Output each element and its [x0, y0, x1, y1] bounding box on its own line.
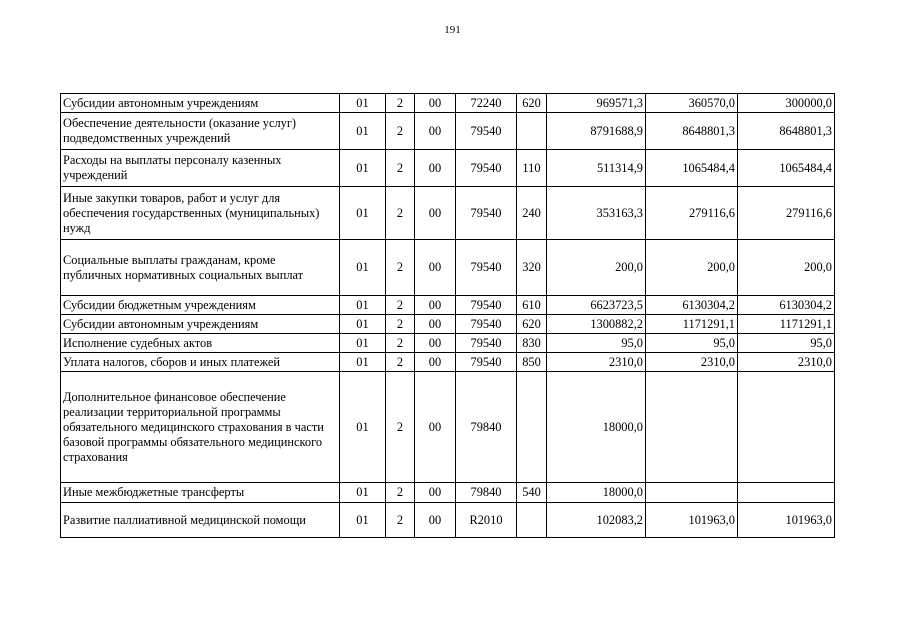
row-value-cell: 101963,0: [646, 503, 738, 538]
row-value-cell: 200,0: [547, 240, 646, 296]
row-name-cell: Исполнение судебных актов: [61, 334, 340, 353]
row-name-cell: Дополнительное финансовое обеспечение реализации территориальной программы обязательного медицинского страхования в части базовой программы обязательного медицинского страхования: [61, 372, 340, 483]
row-code-cell: [517, 503, 547, 538]
table-row: [61, 113, 835, 150]
row-code-cell: 2: [386, 483, 415, 503]
row-code-cell: 01: [340, 113, 386, 150]
row-code-cell: 79840: [456, 372, 517, 483]
table-row: [61, 94, 835, 113]
row-code-cell: 79540: [456, 240, 517, 296]
row-value-cell: 1065484,4: [646, 150, 738, 187]
row-code-cell: 01: [340, 150, 386, 187]
row-code-cell: 620: [517, 94, 547, 113]
row-name-cell: Расходы на выплаты персоналу казенных учреждений: [61, 150, 340, 187]
table-row: [61, 315, 835, 334]
row-value-cell: 6130304,2: [738, 296, 835, 315]
row-name-cell: Субсидии бюджетным учреждениям: [61, 296, 340, 315]
row-code-cell: 79540: [456, 334, 517, 353]
row-value-cell: 1300882,2: [547, 315, 646, 334]
row-value-cell: 511314,9: [547, 150, 646, 187]
row-code-cell: 00: [415, 94, 456, 113]
row-code-cell: 2: [386, 240, 415, 296]
row-code-cell: 00: [415, 483, 456, 503]
row-value-cell: 200,0: [646, 240, 738, 296]
page-number: 191: [444, 24, 461, 36]
row-code-cell: 01: [340, 503, 386, 538]
row-code-cell: 620: [517, 315, 547, 334]
row-code-cell: 01: [340, 296, 386, 315]
row-code-cell: 79840: [456, 483, 517, 503]
table-row: [61, 353, 835, 372]
row-name-cell: Развитие паллиативной медицинской помощи: [61, 503, 340, 538]
row-code-cell: 830: [517, 334, 547, 353]
row-code-cell: 00: [415, 240, 456, 296]
row-value-cell: 101963,0: [738, 503, 835, 538]
row-code-cell: 00: [415, 296, 456, 315]
table-row: [61, 503, 835, 538]
row-value-cell: 95,0: [646, 334, 738, 353]
row-code-cell: 79540: [456, 353, 517, 372]
row-code-cell: 79540: [456, 315, 517, 334]
row-value-cell: [738, 483, 835, 503]
row-value-cell: 6623723,5: [547, 296, 646, 315]
row-code-cell: 850: [517, 353, 547, 372]
table-row: [61, 483, 835, 503]
row-code-cell: R2010: [456, 503, 517, 538]
row-code-cell: 00: [415, 372, 456, 483]
row-name-cell: Субсидии автономным учреждениям: [61, 315, 340, 334]
row-code-cell: 79540: [456, 150, 517, 187]
row-name-cell: Социальные выплаты гражданам, кроме публичных нормативных социальных выплат: [61, 240, 340, 296]
row-code-cell: 2: [386, 94, 415, 113]
row-code-cell: 00: [415, 150, 456, 187]
row-name-cell: Иные межбюджетные трансферты: [61, 483, 340, 503]
row-code-cell: 2: [386, 503, 415, 538]
row-value-cell: 8648801,3: [646, 113, 738, 150]
row-code-cell: 79540: [456, 187, 517, 240]
row-value-cell: 353163,3: [547, 187, 646, 240]
row-value-cell: 6130304,2: [646, 296, 738, 315]
row-value-cell: 969571,3: [547, 94, 646, 113]
row-code-cell: 2: [386, 353, 415, 372]
row-code-cell: 79540: [456, 296, 517, 315]
row-value-cell: 1171291,1: [738, 315, 835, 334]
row-code-cell: 01: [340, 240, 386, 296]
row-code-cell: 00: [415, 113, 456, 150]
table-row: [61, 372, 835, 483]
row-code-cell: 72240: [456, 94, 517, 113]
row-code-cell: 00: [415, 353, 456, 372]
row-code-cell: 00: [415, 315, 456, 334]
row-value-cell: 18000,0: [547, 372, 646, 483]
row-value-cell: 1065484,4: [738, 150, 835, 187]
row-code-cell: 00: [415, 503, 456, 538]
row-code-cell: 00: [415, 187, 456, 240]
table-body: [61, 94, 835, 538]
row-code-cell: 2: [386, 372, 415, 483]
table-row: [61, 150, 835, 187]
row-name-cell: Субсидии автономным учреждениям: [61, 94, 340, 113]
row-code-cell: 2: [386, 296, 415, 315]
row-value-cell: 95,0: [547, 334, 646, 353]
row-code-cell: 2: [386, 150, 415, 187]
row-value-cell: 2310,0: [738, 353, 835, 372]
row-value-cell: 279116,6: [646, 187, 738, 240]
row-value-cell: 2310,0: [646, 353, 738, 372]
table-row: [61, 187, 835, 240]
table-row: [61, 334, 835, 353]
row-code-cell: [517, 113, 547, 150]
row-value-cell: 1171291,1: [646, 315, 738, 334]
row-value-cell: 8791688,9: [547, 113, 646, 150]
row-code-cell: 01: [340, 372, 386, 483]
row-code-cell: 01: [340, 315, 386, 334]
row-code-cell: 01: [340, 353, 386, 372]
row-name-cell: Обеспечение деятельности (оказание услуг) подведомственных учреждений: [61, 113, 340, 150]
row-code-cell: 2: [386, 315, 415, 334]
row-code-cell: 01: [340, 94, 386, 113]
row-code-cell: 540: [517, 483, 547, 503]
row-value-cell: [738, 372, 835, 483]
row-code-cell: 2: [386, 113, 415, 150]
table-row: [61, 240, 835, 296]
row-value-cell: 300000,0: [738, 94, 835, 113]
row-code-cell: 79540: [456, 113, 517, 150]
row-code-cell: 2: [386, 334, 415, 353]
row-value-cell: 360570,0: [646, 94, 738, 113]
row-value-cell: 18000,0: [547, 483, 646, 503]
row-code-cell: 00: [415, 334, 456, 353]
row-code-cell: 01: [340, 334, 386, 353]
row-code-cell: 610: [517, 296, 547, 315]
row-value-cell: 279116,6: [738, 187, 835, 240]
budget-table: [60, 93, 835, 538]
row-code-cell: 2: [386, 187, 415, 240]
table-row: [61, 296, 835, 315]
row-name-cell: Иные закупки товаров, работ и услуг для обеспечения государственных (муниципальных) нужд: [61, 187, 340, 240]
row-code-cell: 240: [517, 187, 547, 240]
row-code-cell: 01: [340, 483, 386, 503]
row-name-cell: Уплата налогов, сборов и иных платежей: [61, 353, 340, 372]
row-value-cell: 200,0: [738, 240, 835, 296]
row-value-cell: 102083,2: [547, 503, 646, 538]
row-code-cell: 01: [340, 187, 386, 240]
row-value-cell: 2310,0: [547, 353, 646, 372]
row-code-cell: 320: [517, 240, 547, 296]
row-value-cell: 8648801,3: [738, 113, 835, 150]
row-code-cell: 110: [517, 150, 547, 187]
row-value-cell: [646, 483, 738, 503]
row-code-cell: [517, 372, 547, 483]
row-value-cell: [646, 372, 738, 483]
row-value-cell: 95,0: [738, 334, 835, 353]
